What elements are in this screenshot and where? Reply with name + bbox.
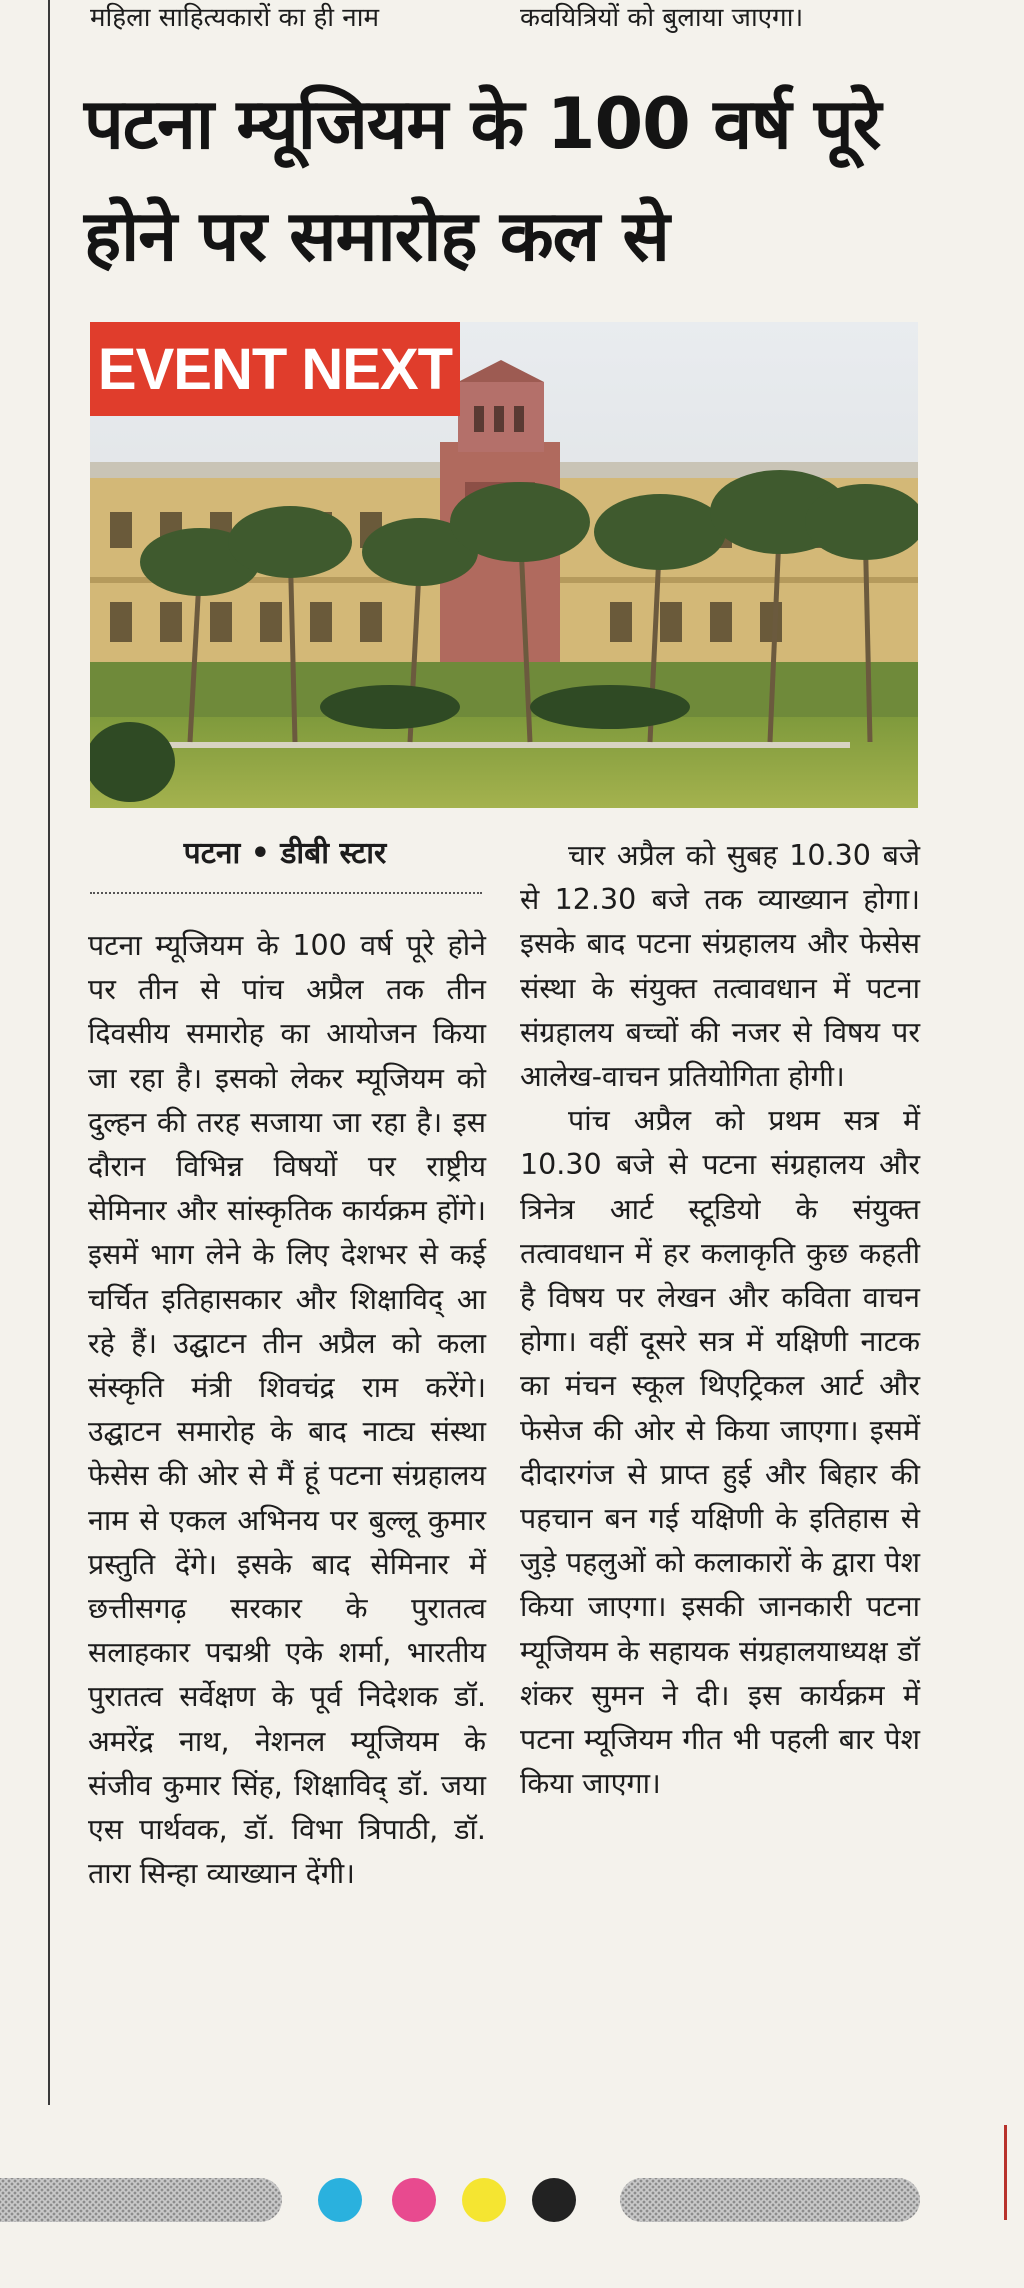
museum-photo bbox=[90, 322, 918, 808]
article-headline: पटना म्यूजियम के 100 वर्ष पूरे होने पर समारोह कल से bbox=[84, 83, 881, 277]
black-registration-mark bbox=[532, 2178, 576, 2222]
paragraph-right-1: चार अप्रैल को सुबह 10.30 बजे से 12.30 बजे तक व्याख्यान होगा। इसके बाद पटना संग्रहालय और फेसेस संस्था के संयुक्त तत्वावधान में पटना संग्रहालय बच्चों की नजर से विषय पर आलेख-वाचन प्रतियोगिता होगी। bbox=[520, 839, 920, 1094]
column-rule-left bbox=[48, 0, 50, 2105]
article-column-right bbox=[520, 834, 920, 1806]
print-registration-strip bbox=[0, 2162, 1024, 2222]
cyan-registration-mark bbox=[318, 2178, 362, 2222]
dateline: पटना • डीबी स्टार bbox=[183, 836, 387, 871]
paragraph-left-1: पटना म्यूजियम के 100 वर्ष पूरे होने पर तीन से पांच अप्रैल तक तीन दिवसीय समारोह का आयोजन किया जा रहा है। इसको लेकर म्यूजियम को दुल्हन की तरह सजाया जा रहा है। इस दौरान विभिन्न विषयों पर राष्ट्रीय सेमिनार और सांस्कृतिक कार्यक्रम होंगे। इसमें भाग लेने के लिए देशभर से कई चर्चित इतिहासकार और शिक्षाविद् आ रहे हैं। उद्घाटन तीन अप्रैल को कला संस्कृति मंत्री शिवचंद्र राम करेंगे। उद्घाटन समारोह के बाद नाट्य संस्था फेसेस की ओर से मैं हूं पटना संग्रहालय नाम से एकल अभिनय पर बुल्लू कुमार प्रस्तुति देंगे। इसके बाद सेमिनार में छत्तीसगढ़ सरकार के पुरातत्व सलाहकार पद्मश्री एके शर्मा, भारतीय पुरातत्व सर्वेक्षण के पूर्व निदेशक डॉ. अमरेंद्र नाथ, नेशनल म्यूजियम के संजीव कुमार सिंह, शिक्षाविद् डॉ. जया एस पार्थवक, डॉ. विभा त्रिपाठी, डॉ. तारा सिन्हा व्याख्यान देंगी। bbox=[88, 929, 486, 1891]
halftone-bar-left bbox=[0, 2178, 282, 2222]
previous-article-fragment-left: महिला साहित्यकारों का ही नाम bbox=[90, 3, 380, 33]
halftone-bar-right bbox=[620, 2178, 920, 2222]
article-column-left bbox=[88, 924, 486, 1896]
yellow-registration-mark bbox=[462, 2178, 506, 2222]
magenta-registration-mark bbox=[392, 2178, 436, 2222]
previous-article-fragment-right: कवयित्रियों को बुलाया जाएगा। bbox=[520, 3, 804, 33]
paragraph-right-2: पांच अप्रैल को प्रथम सत्र में 10.30 बजे से पटना संग्रहालय और त्रिनेत्र आर्ट स्टूडियो के संयुक्त तत्वावधान में हर कलाकृति कुछ कहती है विषय पर लेखन और कविता वाचन होगा। वहीं दूसरे सत्र में यक्षिणी नाटक का मंचन स्कूल थिएट्रिकल आर्ट और फेसेज की ओर से किया जाएगा। इसमें दीदारगंज से प्राप्त हुई और बिहार की पहचान बन गई यक्षिणी के इतिहास से जुड़े पहलुओं को कलाकारों के द्वारा पेश किया जाएगा। इसकी जानकारी पटना म्यूजियम के सहायक संग्रहालयाध्यक्ष डॉ शंकर सुमन ने दी। इस कार्यक्रम में पटना म्यूजियम गीत भी पहली बार पेश किया जाएगा। bbox=[520, 1104, 920, 1801]
dateline-divider bbox=[90, 892, 482, 894]
event-next-tag: EVENT NEXT bbox=[90, 322, 460, 416]
